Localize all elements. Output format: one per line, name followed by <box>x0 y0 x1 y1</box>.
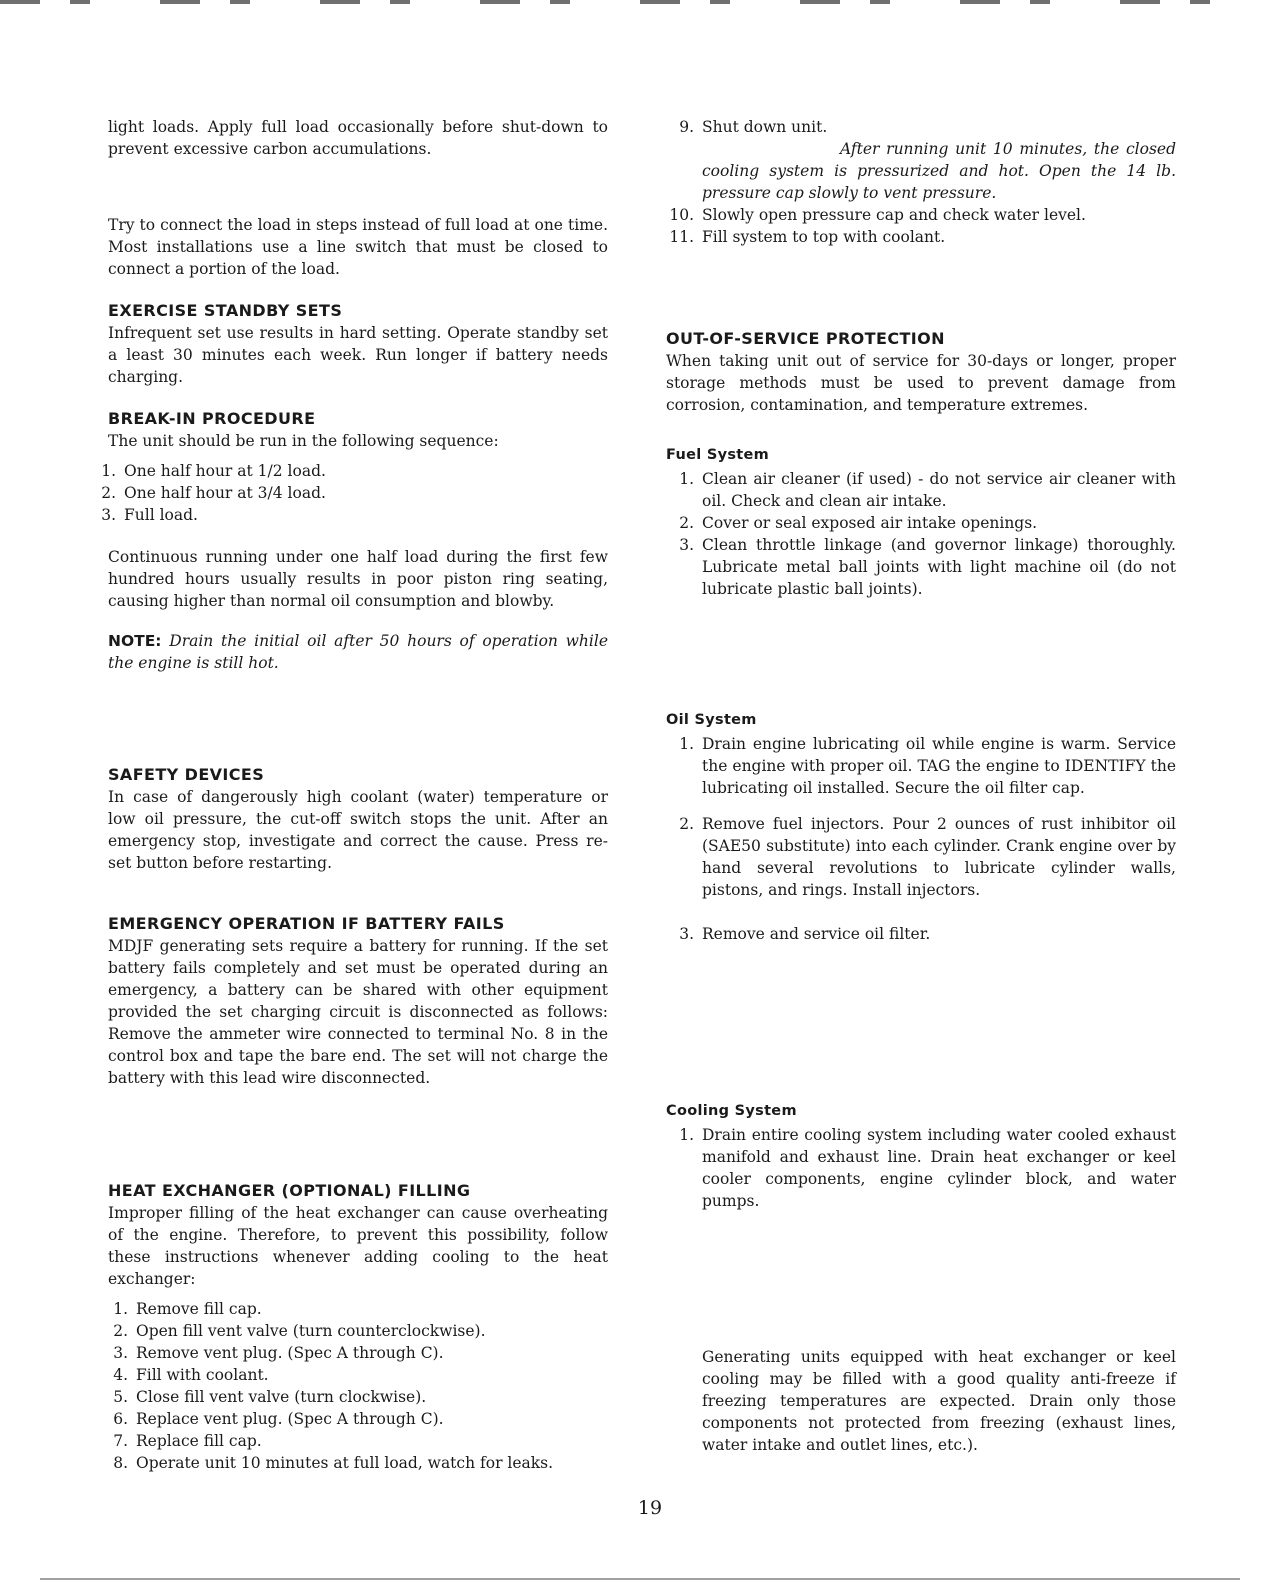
list-item: 11. Fill system to top with coolant. <box>669 228 946 246</box>
list-item: 7. Replace fill cap. <box>113 1432 262 1450</box>
heat-exchanger-steps <box>100 1298 608 1474</box>
break-in-list <box>88 460 608 526</box>
heat-exchanger-heading: HEAT EXCHANGER (OPTIONAL) FILLING <box>108 1181 471 1200</box>
out-of-service-heading: OUT-OF-SERVICE PROTECTION <box>666 329 945 348</box>
list-item: 2. One half hour at 3/4 load. <box>101 484 326 502</box>
list-item: 5. Close fill vent valve (turn clockwise). <box>113 1388 427 1406</box>
continued-steps <box>666 116 1176 248</box>
list-item: 3. Remove and service oil filter. <box>679 925 931 943</box>
oil-system-list <box>666 733 1176 945</box>
heat-exchanger-section <box>108 1180 608 1474</box>
list-item: 1. Drain entire cooling system including water cooled exhaust manifold and exhaust line. Drain heat exchanger or keel cooler components, engine cylinder block, and water pumps. <box>679 1126 1176 1210</box>
list-item: 8. Operate unit 10 minutes at full load, watch for leaks. <box>113 1454 554 1472</box>
safety-devices-section <box>108 764 608 874</box>
exercise-heading: EXERCISE STANDBY SETS <box>108 301 343 320</box>
out-of-service-section <box>666 328 1176 416</box>
load-steps-paragraph: Try to connect the load in steps instead of full load at one time. Most installations use a line switch that must be closed to connect a portion of the load. <box>108 216 608 278</box>
list-item: 2. Open fill vent valve (turn counterclockwise). <box>113 1322 486 1340</box>
exercise-standby-section <box>108 300 608 388</box>
fuel-system-list <box>666 468 1176 600</box>
oil-system-section <box>666 709 1176 945</box>
scan-edge-top <box>0 0 1269 4</box>
cooling-system-list <box>666 1124 1176 1212</box>
list-item: 1. Drain engine lubricating oil while engine is warm. Service the engine with proper oil. TAG the engine to IDENTIFY the lubricating oil installed. Secure the oil filter cap. <box>679 735 1176 797</box>
oil-system-heading: Oil System <box>666 712 757 728</box>
out-of-service-body: When taking unit out of service for 30-days or longer, proper storage methods must be used to prevent damage from corrosion, contamination, and temperature extremes. <box>666 352 1176 414</box>
page-number: 19 <box>637 1497 663 1519</box>
emergency-operation-section <box>108 913 608 1089</box>
list-item: 3. Clean throttle linkage (and governor linkage) thoroughly. Lubricate metal ball joints with light machine oil (do not lubricate plastic ball joints). <box>679 536 1176 598</box>
note-label: NOTE: <box>108 632 162 650</box>
safety-body: In case of dangerously high coolant (water) temperature or low oil pressure, the cut-off switch stops the unit. After an emergency stop, investigate and correct the cause. Press re-set button before restarting. <box>108 788 608 872</box>
list-item: 1. Clean air cleaner (if used) - do not service air cleaner with oil. Check and clean air intake. <box>679 470 1176 510</box>
break-in-heading: BREAK-IN PROCEDURE <box>108 409 316 428</box>
break-in-note <box>108 630 608 674</box>
break-in-body: Continuous running under one half load during the first few hundred hours usually results in poor piston ring seating, causing higher than normal oil consumption and blowby. <box>108 548 608 610</box>
emergency-body: MDJF generating sets require a battery for running. If the set battery fails completely and set must be operated during an emergency, a battery can be shared with other equipment provided the set charging circuit is disconnected as follows: Remove the ammeter wire connected to terminal No. 8 in the control box and tape the bare end. The set will not charge the battery with this lead wire disconnected. <box>108 937 608 1087</box>
list-item: 1. One half hour at 1/2 load. <box>101 462 326 480</box>
scan-edge-bottom <box>40 1578 1240 1580</box>
list-item: 9. Shut down unit. <box>679 118 828 136</box>
list-item: 2. Cover or seal exposed air intake openings. <box>679 514 1038 532</box>
caution-text: After running unit 10 minutes, the closed cooling system is pressurized and hot. Open the 14 lb. pressure cap slowly to vent pressure. <box>702 140 1176 202</box>
note-text: Drain the initial oil after 50 hours of operation while the engine is still hot. <box>108 632 608 672</box>
break-in-intro: The unit should be run in the following sequence: <box>108 432 499 450</box>
list-item: 6. Replace vent plug. (Spec A through C). <box>113 1410 444 1428</box>
cooling-system-section <box>666 1100 1176 1212</box>
continued-list <box>666 116 1176 138</box>
emergency-heading: EMERGENCY OPERATION IF BATTERY FAILS <box>108 914 505 933</box>
heat-exchanger-body: Improper filling of the heat exchanger can cause overheating of the engine. Therefore, to prevent this possibility, follow these instructions whenever adding cooling to the heat exchanger: <box>108 1204 608 1288</box>
break-in-section <box>101 408 608 674</box>
fuel-system-heading: Fuel System <box>666 447 770 463</box>
exercise-body: Infrequent set use results in hard setting. Operate standby set a least 30 minutes each week. Run longer if battery needs charging. <box>108 324 608 386</box>
intro-paragraph: light loads. Apply full load occasionally before shut-down to prevent excessive carbon accumulations. <box>108 118 608 158</box>
list-item: 4. Fill with coolant. <box>113 1366 269 1384</box>
anti-freeze-note: Generating units equipped with heat exchanger or keel cooling may be filled with a good quality anti-freeze if freezing temperatures are expected. Drain only those components not protected from freezing (exhaust lines, water intake and outlet lines, etc.). <box>702 1348 1176 1454</box>
fuel-system-section <box>666 444 1176 600</box>
cooling-system-heading: Cooling System <box>666 1103 797 1119</box>
list-item: 1. Remove fill cap. <box>113 1300 262 1318</box>
safety-heading: SAFETY DEVICES <box>108 765 265 784</box>
list-item: 3. Remove vent plug. (Spec A through C). <box>113 1344 444 1362</box>
list-item: 2. Remove fuel injectors. Pour 2 ounces of rust inhibitor oil (SAE50 substitute) into each cylinder. Crank engine over by hand several revolutions to lubricate cylinder walls, pistons, and rings. Install injectors. <box>679 815 1176 899</box>
list-item: 3. Full load. <box>101 506 198 524</box>
list-item: 10. Slowly open pressure cap and check water level. <box>669 206 1086 224</box>
continued-list-2 <box>666 204 1176 248</box>
